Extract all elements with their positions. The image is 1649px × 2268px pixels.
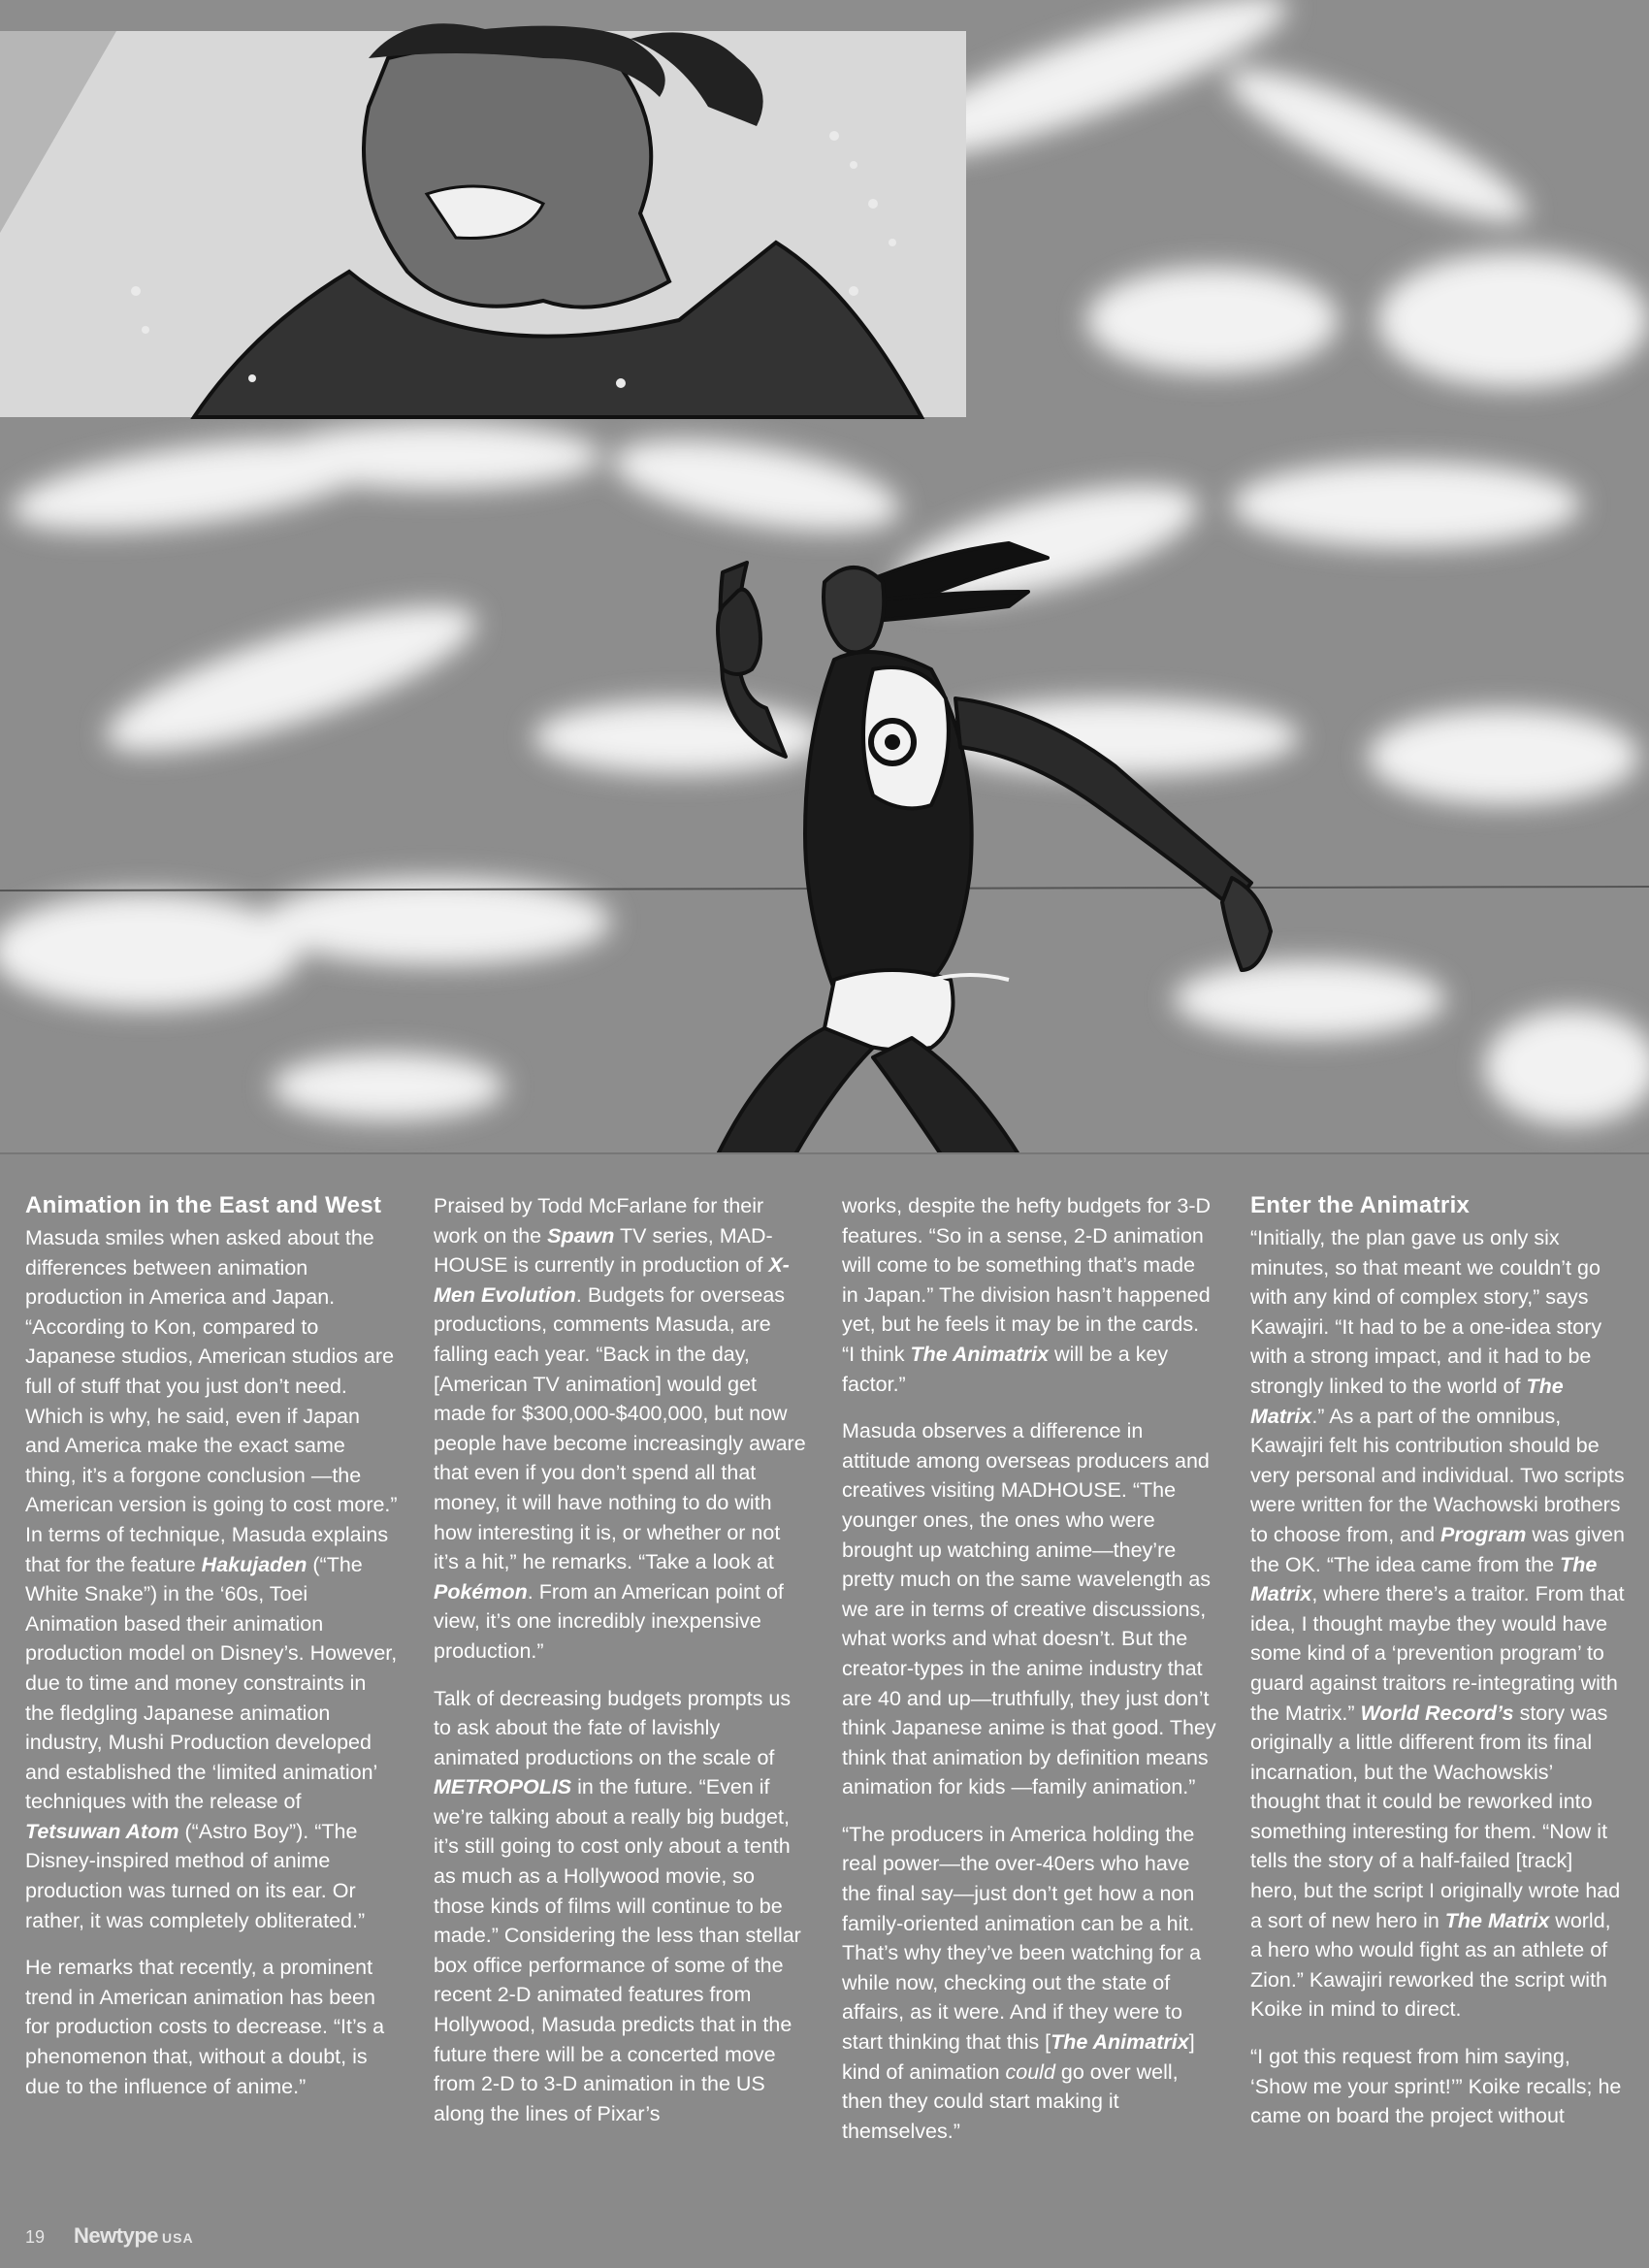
article-column-2 <box>434 1191 808 2146</box>
title-emphasis: The Matrix <box>1250 1374 1564 1428</box>
title-emphasis: The Animatrix <box>1051 2030 1189 2055</box>
title-emphasis: METROPOLIS <box>434 1775 572 1799</box>
text-run: (“Astro Boy”). “The Disney-inspired method of anime production was turned on its ear. Or rather, it was completely obliterated.” <box>25 1819 366 1932</box>
brand-name: Newtype <box>74 2223 159 2248</box>
article-column-1 <box>25 1191 400 2119</box>
page-number: 19 <box>25 2227 46 2247</box>
text-run: , where there’s a traitor. From that idea, I thought maybe they would have some kind of a ‘prevention program’ to guard against traitors re-integrating with the Matrix.” <box>1250 1582 1625 1725</box>
title-emphasis: Tetsuwan Atom <box>25 1819 179 1843</box>
text-run: Talk of decreasing budgets prompts us to ask about the fate of lavishly animated productions on the scale of <box>434 1686 792 1769</box>
text-run: . Budgets for overseas productions, comments Masuda, are falling each year. “Back in the day, [American TV animation] would get made for $300,000-$400,000, but now people have become increasingly aware that even if you don’t spend all that money, it will have nothing to do with how interesting it is, or whether or not it’s a hit,” he remarks. “Take a look at <box>434 1282 806 1574</box>
brand-suffix: USA <box>162 2230 194 2246</box>
title-emphasis: Program <box>1440 1522 1527 1546</box>
paragraph: Masuda observes a difference in attitude among overseas producers and creatives visiting MADHOUSE. “The younger ones, the ones who were brought up watching anime—they’re pretty much on the same wavelength as we are in terms of creative discussions, what works and what doesn’t. But the creator-types in the anime industry that are 40 and up—truthfully, they just don’t think Japanese anime is that good. They think that animation by definition means animation for kids —family animation.” <box>842 1419 1216 1799</box>
title-emphasis: The Matrix <box>1250 1552 1598 1606</box>
paragraph <box>842 1191 1216 1399</box>
text-run: will be a key factor.” <box>842 1342 1169 1396</box>
text-run: ] kind of animation <box>842 2030 1195 2084</box>
article-column-3 <box>842 1191 1216 2163</box>
title-emphasis: Hakujaden <box>201 1552 307 1576</box>
text-run: works, despite the hefty budgets for 3-D features. “So in a sense, 2-D animation will come to be something that’s made in Japan.” The division hasn’t happened yet, but he feels it may be in the cards. “I think <box>842 1194 1212 1366</box>
text-run: (“The White Snake”) in the ‘60s, Toei Animation based their animation production model on Disney’s. However, due to time and money constraints in the fledgling Japanese animation industry, Mushi Production developed and established the ‘limited animation’ techniques with the release of <box>25 1552 398 1814</box>
title-emphasis: World Record’s <box>1360 1701 1514 1725</box>
section-heading: Animation in the East and West <box>25 1192 382 1218</box>
closeup-panel <box>0 23 966 417</box>
text-run: story was originally a little different from its final incarnation, but the Wachowskis’ thought that it could be reworked into something interesting for them. “Now it tells the story of a half-failed [track] hero, but the script I originally wrote had a sort of new hero in <box>1250 1701 1621 1932</box>
paragraph <box>25 1223 400 1935</box>
text-run: world, a hero who would fight as an athlete of Zion.” Kawajiri reworked the script with Koike in mind to direct. <box>1250 1908 1611 2022</box>
text-run: “The producers in America holding the real power—the over-40ers who have the final say—just don’t get how a non family-oriented animation can be a hit. That’s why they’ve been watching for a while now, checking out the state of affairs, as it were. And if they were to start thinking that this [ <box>842 1822 1202 2055</box>
paragraph: He remarks that recently, a prominent trend in American animation has been for production costs to decrease. “It’s a phenomenon that, without a doubt, is due to the influence of anime.” <box>25 1956 385 2098</box>
paragraph <box>434 1684 808 2129</box>
paragraph: “I got this request from him saying, ‘Show me your sprint!’” Koike recalls; he came on board the project without <box>1250 2045 1622 2128</box>
text-run: was given the OK. “The idea came from the <box>1250 1522 1626 1576</box>
section-heading: Enter the Animatrix <box>1250 1192 1471 1218</box>
paragraph <box>1250 1223 1625 2025</box>
title-emphasis: The Matrix <box>1444 1908 1550 1932</box>
text-run: in the future. “Even if we’re talking about a really big budget, it’s still going to cost only about a tenth as much as a Hollywood movie, so those kinds of films will continue to be made.” Considering the less than stellar box office performance of some of the recent 2-D animated features from Hollywood, Masuda predicts that in the future there will be a concerted move from 2-D to 3-D animation in the US along the lines of Pixar’s <box>434 1775 801 2125</box>
text-run: . From an American point of view, it’s one incredibly inexpensive production.” <box>434 1579 784 1663</box>
magazine-logo <box>74 2223 194 2249</box>
paragraph <box>842 1820 1216 2147</box>
text-run: Praised by Todd McFarlane for their work on the <box>434 1194 764 1247</box>
title-emphasis: The Animatrix <box>910 1342 1050 1366</box>
title-emphasis: Pokémon <box>434 1579 528 1604</box>
text-run: go over well, then they could start making it themselves.” <box>842 2059 1179 2143</box>
page-footer <box>25 2223 194 2252</box>
text-run: TV series, MAD-HOUSE is currently in production of <box>434 1223 773 1278</box>
italic-emphasis: could <box>1005 2059 1055 2084</box>
text-run: .” As a part of the omnibus, Kawajiri felt his contribution should be very personal and individual. Two scripts were written for the Wachowski brothers to choose from, and <box>1250 1404 1625 1546</box>
title-emphasis: Spawn <box>547 1223 615 1247</box>
text-run: “Initially, the plan gave us only six minutes, so that meant we couldn’t go with any kind of complex story,” says Kawajiri. “It had to be a one-idea story with a strong impact, and it had to be strongly linked to the world of <box>1250 1226 1602 1398</box>
paragraph <box>434 1191 808 1667</box>
article-column-4 <box>1250 1191 1625 2149</box>
text-run: Masuda smiles when asked about the differences between animation production in America and Japan. “According to Kon, compared to Japanese studios, American studios are full of stuff that you just don’t need. Which is why, he said, even if Japan and America make the exact same thing, it’s a forgone conclusion —the American version is going to cost more.” In terms of technique, Masuda explains that for the feature <box>25 1226 398 1576</box>
title-emphasis: X-Men Evolution <box>434 1253 790 1307</box>
